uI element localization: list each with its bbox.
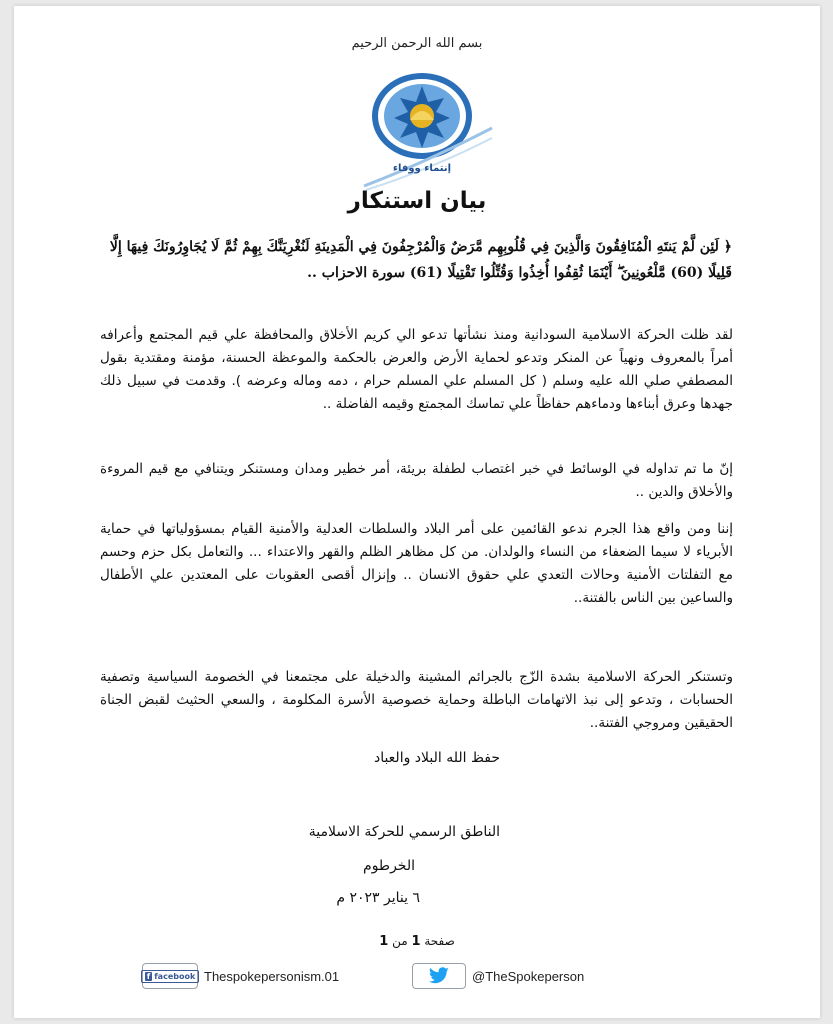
paragraph-3: إننا ومن واقع هذا الجرم ندعو القائمين على أمر البلاد والسلطات العدلية والأمنية القيام بمسؤولياتها في حماية الأبرياء لا سيما الضعفاء من النساء والولدان. من كل مظاهر الظلم والقهر والاعتداء ... والتعامل بكل حزم وحسم مع التفلتات الأمنية وحالات التعدي علي حقوق الانسان .. وإنزال أقصى العقوبات على المعتدين علي الأطفال والساعين بين الناس بالفتنة..: [100, 521, 733, 606]
quran-verse: ﴿ لَئِن لَّمْ يَنتَهِ الْمُنَافِقُونَ وَالَّذِينَ فِي قُلُوبِهِم مَّرَضٌ وَالْمُرْجِفُونَ فِي الْمَدِينَةِ لَنُغْرِيَنَّكَ بِهِمْ ثُمَّ لَا يُجَاوِرُونَكَ فِيهَا إِلَّا قَلِيلًا (60) مَّلْعُونِينَ ۖ أَيْنَمَا ثُقِفُوا أُخِذُوا وَقُتِّلُوا تَقْتِيلًا (61) سورة الاحزاب ..: [109, 239, 732, 281]
logo-tagline: إنتماء ووفاء: [392, 163, 452, 174]
twitter-bird-icon: [426, 967, 452, 985]
facebook-handle[interactable]: Thespokepersonism.01: [204, 968, 340, 984]
page-current: 1: [411, 934, 421, 949]
organization-logo: [354, 68, 494, 193]
paragraph-2: إنّ ما تم تداوله في الوسائط في خبر اغتصاب لطفلة بريئة، أمر خطير ومدان ومستنكر ويتنافي مع قيم المروءة والأخلاق والدين ..: [100, 461, 733, 500]
city: الخرطوم: [363, 858, 415, 874]
page-title: بيان استنكار: [347, 188, 487, 214]
twitter-badge[interactable]: [412, 963, 466, 989]
date: ٦ يناير ٢٠٢٣ م: [336, 890, 420, 906]
twitter-handle[interactable]: @TheSpokeperson: [472, 968, 585, 984]
paragraph-4: وتستنكر الحركة الاسلامية بشدة الزّج بالجرائم المشينة والدخيلة على مجتمعنا في الخصومة السياسية وتصفية الحسابات ، وتدعو إلى نبذ الاتهامات الباطلة وحماية خصوصية الأسرة المكلومة ، والسعي الحثيث لقبض الجناة الحقيقين ومروجي الفتنة..: [100, 669, 733, 731]
closing-prayer: حفظ الله البلاد والعباد: [373, 750, 500, 766]
page-number: [14, 934, 820, 949]
statement-page: [14, 6, 820, 1018]
facebook-badge[interactable]: [142, 963, 198, 989]
paragraph-1: لقد ظلت الحركة الاسلامية السودانية ومنذ نشأتها تدعو الي كريم الأخلاق والمحافظة علي قيم المجتمع وأعرافه أمراً بالمعروف ونهياً عن المنكر وتدعو لحماية الأرض والعرض بالحكمة والموعظة الحسنة، مؤمنة ومقتدية بقول المصطفي صلي الله عليه وسلم ( كل المسلم علي المسلم حرام ، دمه وماله وعرضه ). وقدمت في سبيل ذلك جهدها وعرق أبناءها ودماءهم حفاظاً علي تماسك المجمتع وقيمه الفاضلة ..: [100, 327, 733, 412]
page-total: 1: [379, 934, 389, 949]
page-sep: من: [392, 934, 408, 948]
twitter-contact[interactable]: [412, 962, 584, 990]
facebook-icon: f facebook: [141, 970, 200, 983]
facebook-contact[interactable]: [142, 962, 339, 990]
page-prefix: صفحة: [424, 934, 455, 948]
basmala: بسم الله الرحمن الرحيم: [351, 36, 483, 51]
spokesperson-title: الناطق الرسمي للحركة الاسلامية: [308, 824, 500, 840]
